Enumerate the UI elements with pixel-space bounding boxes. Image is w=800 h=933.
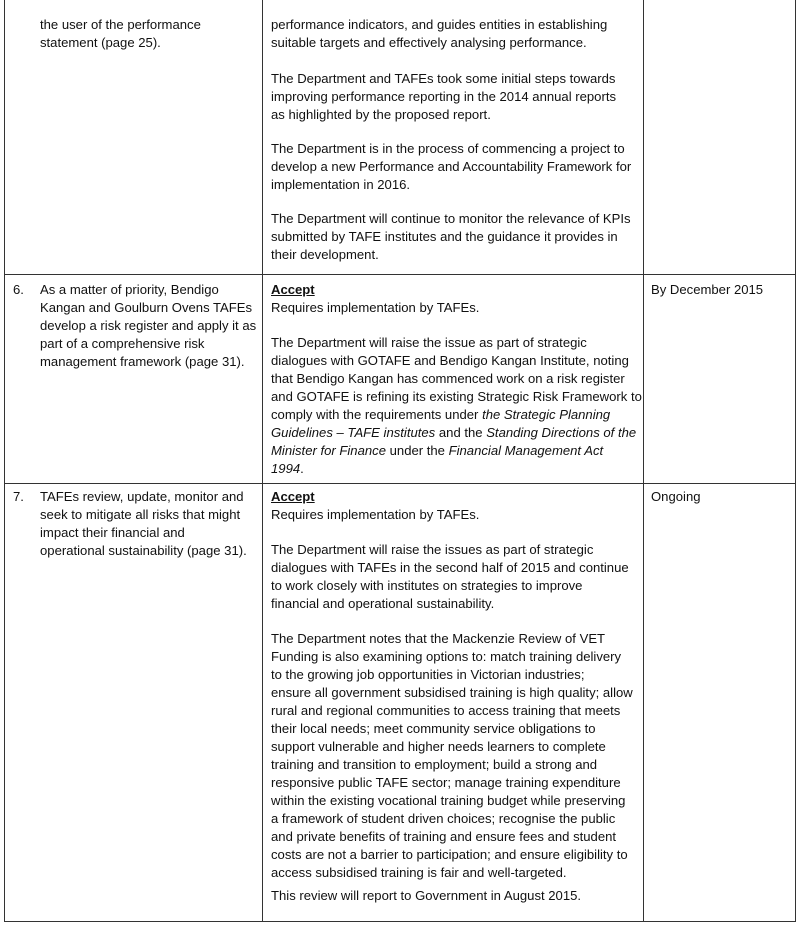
recommendation-line: the user of the performance: [40, 17, 201, 32]
accept-label: Accept: [271, 489, 315, 504]
response-line: support vulnerable and higher needs learners to complete: [271, 739, 606, 754]
response-line: their local needs; meet community service obligations to: [271, 721, 596, 736]
response-line: The Department and TAFEs took some initial steps towards: [271, 71, 616, 86]
response-line: [271, 442, 603, 460]
response-line: costs are not a barrier to participation; and ensure eligibility to: [271, 847, 628, 862]
response-italic: 1994: [271, 461, 301, 476]
row-number: 7.: [13, 489, 24, 504]
recommendation-line: impact their financial and: [40, 525, 185, 540]
requires-implementation: Requires implementation by TAFEs.: [271, 300, 480, 315]
recommendation-line: seek to mitigate all risks that might: [40, 507, 241, 522]
response-line: [271, 460, 304, 478]
recommendation-line: develop a risk register and apply it as: [40, 318, 257, 333]
row-divider-1: [4, 274, 796, 275]
response-italic: the Strategic Planning: [482, 407, 611, 422]
response-line: and GOTAFE is refining its existing Strategic Risk Framework to: [271, 389, 642, 404]
response-line: The Department is in the process of commencing a project to: [271, 141, 625, 156]
response-line: dialogues with GOTAFE and Bendigo Kangan Institute, noting: [271, 353, 629, 368]
response-italic: Minister for Finance: [271, 443, 386, 458]
response-line: to work closely with institutes on strategies to improve: [271, 578, 583, 593]
column-divider-1: [262, 0, 263, 922]
response-line: [271, 406, 610, 424]
response-line: The Department will continue to monitor the relevance of KPIs: [271, 211, 631, 226]
response-line: their development.: [271, 247, 379, 262]
response-line: This review will report to Government in August 2015.: [271, 888, 582, 903]
response-line: that Bendigo Kangan has commenced work on a risk register: [271, 371, 625, 386]
column-divider-2: [643, 0, 644, 922]
response-line: suitable targets and effectively analysing performance.: [271, 35, 587, 50]
response-line: The Department will raise the issues as part of strategic: [271, 542, 594, 557]
response-line: dialogues with TAFEs in the second half of 2015 and continue: [271, 560, 629, 575]
response-line: The Department notes that the Mackenzie Review of VET: [271, 631, 606, 646]
response-line: improving performance reporting in the 2014 annual reports: [271, 89, 617, 104]
response-text: and the: [438, 425, 483, 440]
response-line: ensure all government subsidised training is high quality; allow: [271, 685, 633, 700]
timeline: Ongoing: [651, 489, 701, 504]
response-line: to the growing job opportunities in Victorian industries;: [271, 667, 585, 682]
response-line: [271, 424, 636, 442]
response-line: within the existing vocational training budget while preserving: [271, 793, 626, 808]
response-italic: Standing Directions of the: [486, 425, 637, 440]
response-line: submitted by TAFE institutes and the guidance it provides in: [271, 229, 618, 244]
response-line: and private benefits of training and ensure fees and student: [271, 829, 617, 844]
response-line: implementation in 2016.: [271, 177, 411, 192]
response-line: training and transition to employment; build a strong and: [271, 757, 598, 772]
response-italic: Guidelines – TAFE institutes: [271, 425, 436, 440]
recommendation-line: part of a comprehensive risk: [40, 336, 205, 351]
response-line: rural and regional communities to access training that meets: [271, 703, 621, 718]
recommendation-line: TAFEs review, update, monitor and: [40, 489, 244, 504]
response-line: Funding is also examining options to: match training delivery: [271, 649, 622, 664]
table-border-left: [4, 0, 5, 922]
requires-implementation: Requires implementation by TAFEs.: [271, 507, 480, 522]
recommendation-line: operational sustainability (page 31).: [40, 543, 247, 558]
response-text: comply with the requirements under: [271, 407, 479, 422]
response-line: develop a new Performance and Accountability Framework for: [271, 159, 632, 174]
recommendation-line: management framework (page 31).: [40, 354, 245, 369]
timeline: By December 2015: [651, 282, 764, 297]
response-line: as highlighted by the proposed report.: [271, 107, 491, 122]
response-text: .: [300, 461, 304, 476]
table-border-right: [795, 0, 796, 922]
response-line: a framework of student driven choices; recognise the public: [271, 811, 616, 826]
accept-label: Accept: [271, 282, 315, 297]
response-line: access subsidised training is fair and well-targeted.: [271, 865, 567, 880]
response-italic: Financial Management Act: [448, 443, 604, 458]
row-divider-2: [4, 483, 796, 484]
response-line: performance indicators, and guides entities in establishing: [271, 17, 608, 32]
response-line: The Department will raise the issue as part of strategic: [271, 335, 587, 350]
response-line: responsive public TAFE sector; manage training expenditure: [271, 775, 621, 790]
table-border-bottom: [4, 921, 796, 922]
response-text: under the: [389, 443, 445, 458]
recommendation-line: As a matter of priority, Bendigo: [40, 282, 219, 297]
recommendation-line: Kangan and Goulburn Ovens TAFEs: [40, 300, 253, 315]
recommendation-line: statement (page 25).: [40, 35, 161, 50]
row-number: 6.: [13, 282, 24, 297]
response-line: financial and operational sustainability.: [271, 596, 495, 611]
